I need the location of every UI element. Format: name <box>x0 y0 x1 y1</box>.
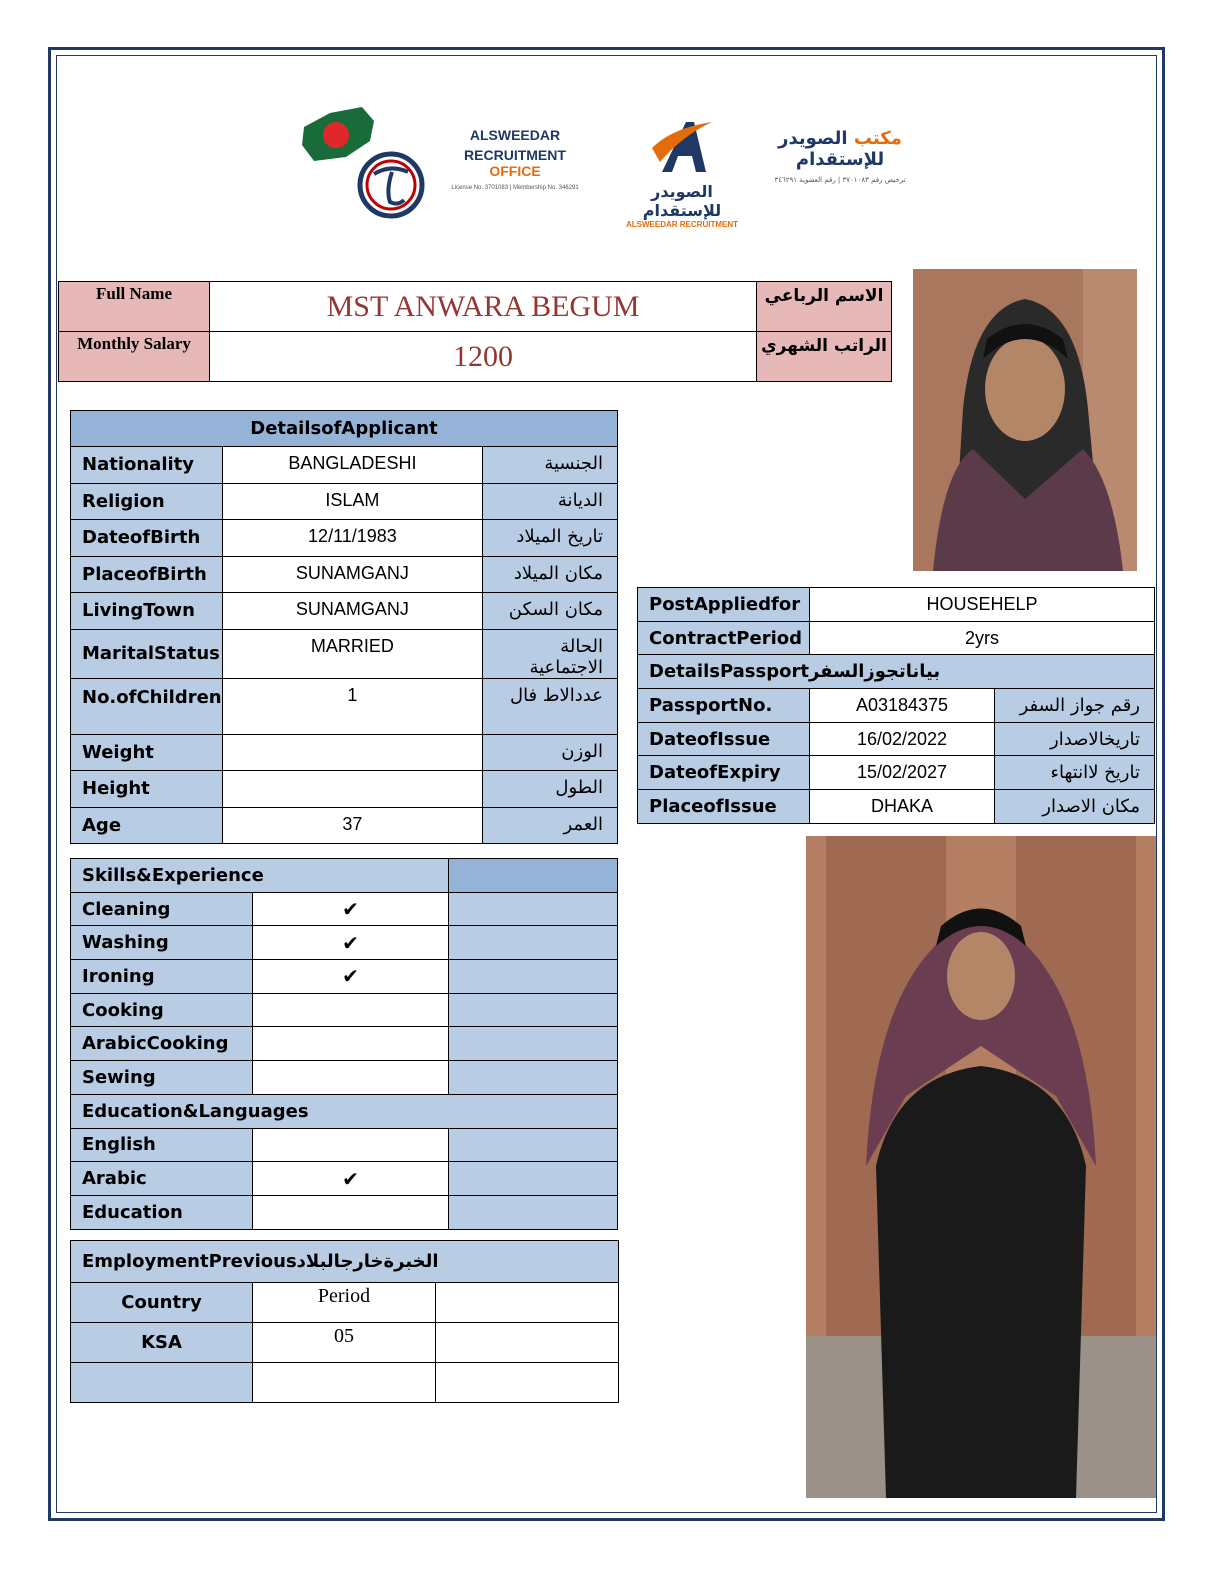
skill-label: Cooking <box>71 993 253 1027</box>
employment-table <box>70 1240 619 1403</box>
skill-check: ✔ <box>253 960 449 994</box>
detail-value: 12/11/1983 <box>222 520 483 557</box>
skill-check <box>253 993 449 1027</box>
applicant-full-photo <box>806 836 1156 1498</box>
detail-value <box>222 771 483 808</box>
detail-value: SUNAMGANJ <box>222 593 483 630</box>
employment-title-en: EmploymentPrevious <box>82 1251 297 1272</box>
full-name-label: Full Name <box>59 282 210 332</box>
applicant-details-title: DetailsofApplicant <box>71 411 618 447</box>
detail-arabic: الحالة الاجتماعية <box>483 629 618 678</box>
detail-row <box>71 520 618 557</box>
passport-value: 16/02/2022 <box>810 722 995 756</box>
name-salary-table <box>58 281 892 382</box>
detail-arabic: مكان الميلاد <box>483 556 618 593</box>
edu-check: ✔ <box>253 1162 449 1196</box>
edu-row <box>71 1162 618 1196</box>
detail-label: MaritalStatus <box>71 629 223 678</box>
skill-extra <box>449 892 618 926</box>
skill-label: Cleaning <box>71 892 253 926</box>
logo-license: License No. 3701083 | Membership No. 346291 <box>451 185 579 191</box>
period-header: Period <box>253 1283 436 1323</box>
logo-line-2 <box>440 147 590 179</box>
skill-extra <box>449 1061 618 1095</box>
contract-row <box>638 621 1155 655</box>
post-value: HOUSEHELP <box>810 588 1155 622</box>
post-label: PostAppliedfor <box>638 588 810 622</box>
edu-row <box>71 1128 618 1162</box>
passport-arabic: تاريخالاصدار <box>995 722 1155 756</box>
passport-title-ar: بياناتجوزالسفر <box>808 661 941 683</box>
employment-title <box>71 1241 619 1283</box>
arabic-logo-license: ترخيص رقم ٣٧٠١٠٨٣ | رقم العضوية ٣٤٦٢٩١ <box>774 176 906 184</box>
employment-header-row <box>71 1283 619 1323</box>
employment-blank <box>436 1323 619 1363</box>
detail-arabic: الجنسية <box>483 447 618 484</box>
passport-label: DateofIssue <box>638 722 810 756</box>
logo-arabic-name: الصويدر للإستقدام <box>642 182 722 220</box>
passport-row <box>638 790 1155 824</box>
applicant-portrait-photo <box>913 269 1137 571</box>
education-title: Education&Languages <box>71 1094 618 1128</box>
passport-arabic: تاريخ لاانتهاء <box>995 756 1155 790</box>
a-letter-icon <box>642 118 722 174</box>
passport-label: DateofExpiry <box>638 756 810 790</box>
skill-check <box>253 1027 449 1061</box>
employment-title-ar: الخبرةخارجالبلاد <box>296 1251 439 1272</box>
employment-country <box>71 1363 253 1403</box>
skill-extra <box>449 993 618 1027</box>
skill-extra <box>449 960 618 994</box>
detail-value: SUNAMGANJ <box>222 556 483 593</box>
skill-row <box>71 960 618 994</box>
skill-label: Washing <box>71 926 253 960</box>
logo-line-1: ALSWEEDAR <box>469 127 561 143</box>
detail-arabic: الديانة <box>483 483 618 520</box>
skill-check <box>253 1061 449 1095</box>
passport-row <box>638 722 1155 756</box>
detail-label: LivingTown <box>71 593 223 630</box>
arabic-logo-name: الصويدر للإستقدام <box>778 128 885 170</box>
alsweedar-english-logo <box>440 127 590 191</box>
full-name-value: MST ANWARA BEGUM <box>210 282 757 332</box>
detail-value <box>222 734 483 771</box>
employment-blank <box>436 1363 619 1403</box>
skill-check: ✔ <box>253 926 449 960</box>
detail-row <box>71 556 618 593</box>
logo-recruitment: RECRUITMENT <box>464 147 566 163</box>
skill-row <box>71 1061 618 1095</box>
passport-arabic: رقم جواز السفر <box>995 689 1155 723</box>
passport-value: DHAKA <box>810 790 995 824</box>
edu-label: Arabic <box>71 1162 253 1196</box>
employment-period: 05 <box>253 1323 436 1363</box>
salary-row <box>59 332 892 382</box>
skills-title-blank <box>449 859 618 893</box>
skill-label: Ironing <box>71 960 253 994</box>
detail-value: 37 <box>222 807 483 844</box>
logo-office: OFFICE <box>489 163 541 179</box>
detail-row <box>71 447 618 484</box>
detail-value: BANGLADESHI <box>222 447 483 484</box>
detail-arabic: الوزن <box>483 734 618 771</box>
detail-row <box>71 807 618 844</box>
skill-check: ✔ <box>253 892 449 926</box>
detail-label: Height <box>71 771 223 808</box>
detail-label: No.ofChildren <box>71 678 223 734</box>
employment-blank <box>436 1283 619 1323</box>
passport-label: PlaceofIssue <box>638 790 810 824</box>
skill-extra <box>449 926 618 960</box>
passport-row <box>638 756 1155 790</box>
detail-arabic: العمر <box>483 807 618 844</box>
skills-table <box>70 858 618 1230</box>
detail-arabic: مكان السكن <box>483 593 618 630</box>
detail-arabic: عددالاط فال <box>483 678 618 734</box>
detail-label: Weight <box>71 734 223 771</box>
edu-extra <box>449 1162 618 1196</box>
employment-row <box>71 1323 619 1363</box>
detail-label: PlaceofBirth <box>71 556 223 593</box>
skill-row <box>71 892 618 926</box>
detail-value: 1 <box>222 678 483 734</box>
skill-label: ArabicCooking <box>71 1027 253 1061</box>
employment-period <box>253 1363 436 1403</box>
edu-extra <box>449 1128 618 1162</box>
employment-row-empty <box>71 1363 619 1403</box>
detail-row <box>71 629 618 678</box>
passport-label: PassportNo. <box>638 689 810 723</box>
employment-country: KSA <box>71 1323 253 1363</box>
contract-label: ContractPeriod <box>638 621 810 655</box>
alsweedar-arabic-logo <box>755 128 925 184</box>
detail-row <box>71 593 618 630</box>
edu-extra <box>449 1195 618 1229</box>
skill-row <box>71 993 618 1027</box>
detail-label: DateofBirth <box>71 520 223 557</box>
skill-label: Sewing <box>71 1061 253 1095</box>
arabic-logo-office: مكتب <box>847 128 902 149</box>
passport-value: A03184375 <box>810 689 995 723</box>
detail-label: Age <box>71 807 223 844</box>
post-row <box>638 588 1155 622</box>
passport-row <box>638 689 1155 723</box>
logo-english-name: ALSWEEDAR RECRUITMENT <box>626 220 738 229</box>
skills-title: Skills&Experience <box>71 859 449 893</box>
skill-extra <box>449 1027 618 1061</box>
detail-arabic: تاريخ الميلاد <box>483 520 618 557</box>
country-header: Country <box>71 1283 253 1323</box>
passport-title-en: DetailsPassport <box>649 661 809 683</box>
edu-check <box>253 1128 449 1162</box>
applicant-details-table <box>70 410 618 844</box>
post-passport-table <box>637 587 1155 824</box>
detail-value: ISLAM <box>222 483 483 520</box>
edu-label: English <box>71 1128 253 1162</box>
salary-label: Monthly Salary <box>59 332 210 382</box>
full-name-arabic: الاسم الرباعي <box>757 282 892 332</box>
detail-arabic: الطول <box>483 771 618 808</box>
passport-value: 15/02/2027 <box>810 756 995 790</box>
passport-arabic: مكان الاصدار <box>995 790 1155 824</box>
salary-value: 1200 <box>210 332 757 382</box>
edu-row <box>71 1195 618 1229</box>
detail-row <box>71 734 618 771</box>
detail-row <box>71 678 618 734</box>
alsweedar-a-logo <box>620 118 744 229</box>
detail-row <box>71 771 618 808</box>
detail-label: Nationality <box>71 447 223 484</box>
passport-title <box>638 655 1155 689</box>
detail-row <box>71 483 618 520</box>
detail-label: Religion <box>71 483 223 520</box>
skill-row <box>71 1027 618 1061</box>
t-circle-logo <box>356 150 426 220</box>
edu-label: Education <box>71 1195 253 1229</box>
arabic-logo-title <box>755 128 925 170</box>
skill-row <box>71 926 618 960</box>
edu-check <box>253 1195 449 1229</box>
full-name-row <box>59 282 892 332</box>
contract-value: 2yrs <box>810 621 1155 655</box>
detail-value: MARRIED <box>222 629 483 678</box>
salary-arabic: الراتب الشهري <box>757 332 892 382</box>
